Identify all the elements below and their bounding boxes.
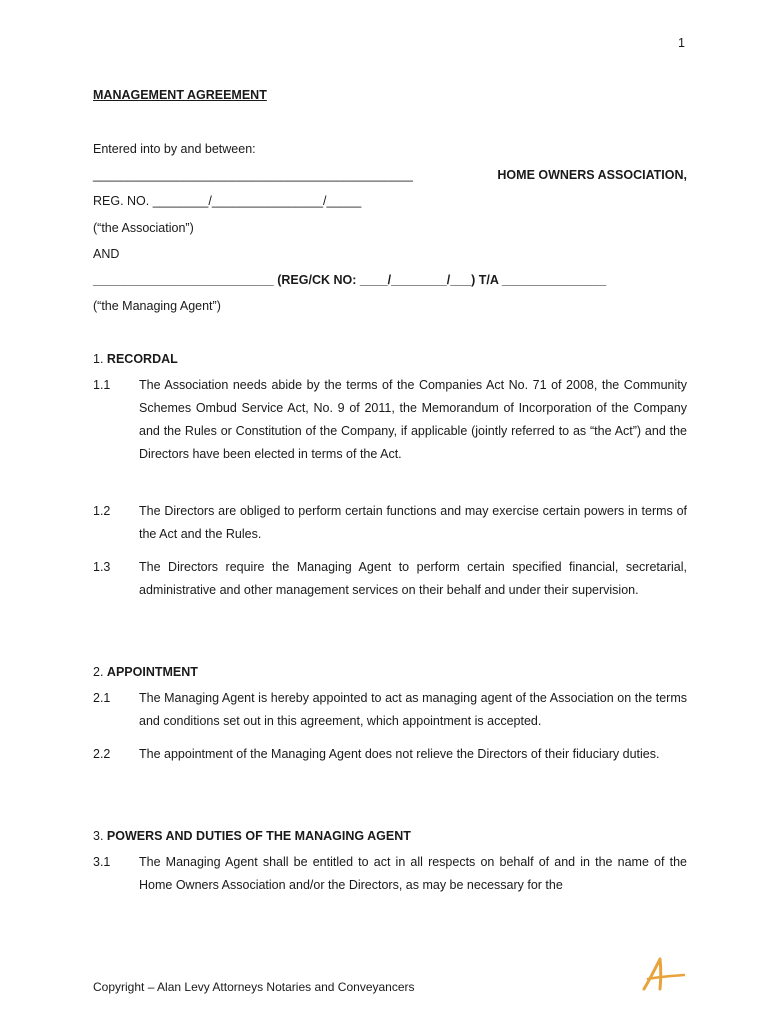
section-heading-recordal bbox=[93, 352, 178, 366]
association-label: (“the Association”) bbox=[93, 221, 194, 235]
clause-number: 1.3 bbox=[93, 560, 111, 574]
clause-text: The Managing Agent is hereby appointed to act as managing agent of the Association on the terms and conditions set out in this agreement, which appointment is accepted. bbox=[139, 691, 687, 728]
section-title: APPOINTMENT bbox=[106, 665, 198, 679]
section-number: 1. bbox=[93, 352, 104, 366]
section-number: 3. bbox=[93, 829, 104, 843]
section-heading-appointment bbox=[93, 665, 198, 679]
managing-agent-label: (“the Managing Agent”) bbox=[93, 299, 221, 313]
clause-number: 3.1 bbox=[93, 855, 111, 869]
clause-number: 1.1 bbox=[93, 378, 111, 392]
hoa-label: HOME OWNERS ASSOCIATION, bbox=[497, 168, 687, 182]
document-title: MANAGEMENT AGREEMENT bbox=[93, 88, 267, 102]
clause-number: 2.2 bbox=[93, 747, 111, 761]
and-label: AND bbox=[93, 247, 120, 261]
page-number: 1 bbox=[678, 36, 685, 50]
clause-text: The Association needs abide by the terms of the Companies Act No. 71 of 2008, the Community Schemes Ombud Service Act, No. 9 of 2011, the Memorandum of Incorporation of the Company and the Rules or Constitution of the Company, if applicable (jointly referred to as “the Act”) and the Directors have been elected in terms of the Act. bbox=[139, 378, 687, 461]
section-title: RECORDAL bbox=[106, 352, 178, 366]
hoa-blank-line: ______________________________________________ bbox=[93, 168, 413, 182]
section-number: 2. bbox=[93, 665, 104, 679]
entered-into-line: Entered into by and between: bbox=[93, 142, 256, 156]
reg-no-line: REG. NO. ________/________________/_____ bbox=[93, 194, 362, 208]
clause-text: The appointment of the Managing Agent does not relieve the Directors of their fiduciary duties. bbox=[139, 747, 660, 761]
copyright-footer: Copyright – Alan Levy Attorneys Notaries and Conveyancers bbox=[93, 980, 415, 994]
section-heading-powers-and-duties bbox=[93, 829, 411, 843]
clause-number: 2.1 bbox=[93, 691, 111, 705]
clause-text: The Directors require the Managing Agent to perform certain specified financial, secretarial, administrative and other management services on their behalf and under their supervision. bbox=[139, 560, 687, 597]
clause-number: 1.2 bbox=[93, 504, 111, 518]
clause-text: The Directors are obliged to perform certain functions and may exercise certain powers in terms of the Act and the Rules. bbox=[139, 504, 687, 541]
section-title: POWERS AND DUTIES OF THE MANAGING AGENT bbox=[106, 829, 411, 843]
alan-levy-logo-icon bbox=[636, 955, 688, 995]
managing-agent-blank-line: __________________________ (REG/CK NO: ____/________/___) T/A _______________ bbox=[93, 273, 607, 287]
clause-text: The Managing Agent shall be entitled to act in all respects on behalf of and in the name of the Home Owners Association and/or the Directors, as may be necessary for the bbox=[139, 855, 687, 892]
